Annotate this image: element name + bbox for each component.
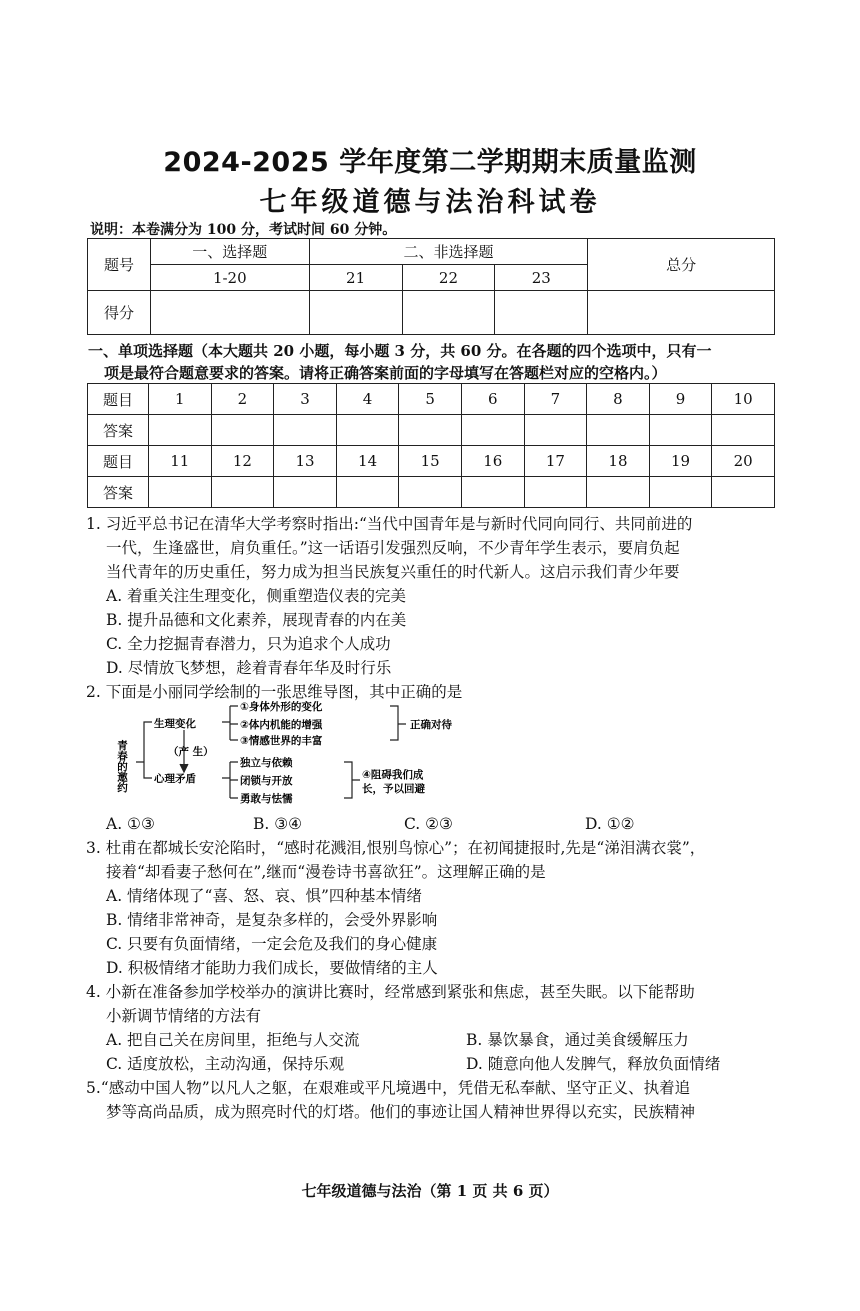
mindmap-a1: ①身体外形的变化 [240,701,323,713]
q5-stem-line1: 5.“感动中国人物”以凡人之躯，在艰难或平凡境遇中，凭借无私奉献、坚守正义、执着追 [86,1079,691,1097]
q2-option-c: C. ②③ [404,815,453,833]
q3-option-a: A. 情绪体现了“喜、怒、哀、惧”四种基本情绪 [106,887,422,905]
answer-qnum: 5 [399,384,462,415]
answer-cell[interactable] [211,415,274,446]
answer-label-timu: 题目 [88,384,149,415]
answer-cell[interactable] [149,415,212,446]
q2-option-a: A. ①③ [106,815,155,833]
score-cell[interactable] [150,291,309,335]
exam-title: 2024-2025 学年度第二学期期末质量监测 [163,147,697,178]
answer-qnum: 9 [649,384,712,415]
answer-cell[interactable] [274,415,337,446]
answer-cell[interactable] [587,415,650,446]
q4-option-b: B. 暴饮暴食，通过美食缓解压力 [466,1031,689,1049]
score-label-tihao: 题号 [88,239,151,291]
q4-option-a: A. 把自己关在房间里，拒绝与人交流 [106,1031,360,1049]
mindmap-a3: ③情感世界的丰富 [240,735,323,747]
answer-cell[interactable] [524,477,587,508]
answer-cell[interactable] [211,477,274,508]
score-cell[interactable] [588,291,775,335]
answer-cell[interactable] [649,415,712,446]
q1-stem-line1: 1. 习近平总书记在清华大学考察时指出:“当代中国青年是与新时代同向同行、共同前进的 [86,515,693,533]
q3-stem-line1: 3. 杜甫在都城长安沦陷时，“感时花溅泪,恨别鸟惊心”；在初闻捷报时,先是“涕泪满衣裳”， [86,839,706,857]
q3-option-d: D. 积极情绪才能助力我们成长，要做情绪的主人 [106,959,438,977]
score-cell[interactable] [309,291,402,335]
q4-option-d: D. 随意向他人发脾气，释放负面情绪 [466,1055,721,1073]
answer-qnum: 16 [461,446,524,477]
q5-stem-line2: 梦等高尚品质，成为照亮时代的灯塔。他们的事迹让国人精神世界得以充实，民族精神 [106,1103,696,1121]
q3-option-c: C. 只要有负面情绪，一定会危及我们的身心健康 [106,935,438,953]
mind-map-diagram [108,700,488,808]
q2-stem: 2. 下面是小丽同学绘制的一张思维导图，其中正确的是 [86,683,463,701]
answer-qnum: 6 [461,384,524,415]
answer-label-timu: 题目 [88,446,149,477]
mindmap-b1: 独立与依赖 [240,757,293,769]
mindmap-b3: 勇敢与怯懦 [240,793,293,805]
answer-cell[interactable] [461,477,524,508]
answer-table [87,383,775,508]
answer-qnum: 20 [712,446,775,477]
answer-qnum: 3 [274,384,337,415]
q1-option-c: C. 全力挖掘青春潜力，只为追求个人成功 [106,635,391,653]
q4-stem-line2: 小新调节情绪的方法有 [106,1007,262,1025]
answer-qnum: 10 [712,384,775,415]
score-part2: 二、非选择题 [309,239,588,265]
answer-cell[interactable] [149,477,212,508]
mindmap-root: 青春的邀约 [116,740,128,793]
q1-option-d: D. 尽情放飞梦想，趁着青春年华及时行乐 [106,659,392,677]
q3-option-b: B. 情绪非常神奇，是复杂多样的，会受外界影响 [106,911,438,929]
q1-option-a: A. 着重关注生理变化，侧重塑造仪表的完美 [106,587,407,605]
exam-note: 说明：本卷满分为 100 分，考试时间 60 分钟。 [90,222,397,238]
page-footer: 七年级道德与法治（第 1 页 共 6 页） [301,1182,559,1200]
answer-qnum: 2 [211,384,274,415]
answer-qnum: 8 [587,384,650,415]
q1-stem-line2: 一代，生逢盛世，肩负重任。”这一话语引发强烈反响，不少青年学生表示，要肩负起 [106,539,680,557]
answer-cell[interactable] [336,477,399,508]
answer-qnum: 1 [149,384,212,415]
section-one-line2: 项是最符合题意要求的答案。请将正确答案前面的字母填写在答题栏对应的空格内。） [104,364,667,382]
score-total: 总分 [588,239,775,291]
mindmap-physio: 生理变化 [154,718,196,730]
answer-cell[interactable] [274,477,337,508]
section-one-line1: 一、单项选择题（本大题共 20 小题，每小题 3 分，共 60 分。在各题的四个选项中，只有一 [88,342,712,360]
q1-stem-line3: 当代青年的历史重任，努力成为担当民族复兴重任的时代新人。这启示我们青少年要 [106,563,680,581]
answer-cell[interactable] [399,477,462,508]
question-1 [86,512,786,680]
score-q21: 21 [309,265,402,291]
mindmap-a-result: 正确对待 [410,719,452,731]
q3-stem-line2: 接着“却看妻子愁何在”,继而“漫卷诗书喜欲狂”。这理解正确的是 [106,863,546,881]
answer-cell[interactable] [461,415,524,446]
section-one-instructions [88,340,778,384]
answer-label-daan: 答案 [88,415,149,446]
score-part1: 一、选择题 [150,239,309,265]
mindmap-b2: 闭锁与开放 [240,775,293,787]
mindmap-b-result-1: ④阻碍我们成 [362,769,424,781]
score-q23: 23 [495,265,588,291]
question-4 [86,980,786,1076]
q1-option-b: B. 提升品德和文化素养，展现青春的内在美 [106,611,407,629]
score-cell[interactable] [495,291,588,335]
answer-qnum: 19 [649,446,712,477]
answer-cell[interactable] [336,415,399,446]
mindmap-a2: ②体内机能的增强 [240,719,323,731]
q2-option-b: B. ③④ [253,815,303,833]
answer-cell[interactable] [712,477,775,508]
q2-option-d: D. ①② [585,815,635,833]
answer-qnum: 4 [336,384,399,415]
mindmap-psych: 心理矛盾 [154,773,196,785]
mindmap-b-result-2: 长，予以回避 [362,783,425,795]
answer-qnum: 12 [211,446,274,477]
answer-cell[interactable] [712,415,775,446]
score-range1: 1-20 [150,265,309,291]
answer-cell[interactable] [399,415,462,446]
answer-qnum: 14 [336,446,399,477]
answer-cell[interactable] [524,415,587,446]
score-cell[interactable] [402,291,495,335]
answer-qnum: 11 [149,446,212,477]
q4-option-c: C. 适度放松，主动沟通，保持乐观 [106,1055,345,1073]
answer-cell[interactable] [649,477,712,508]
answer-label-daan: 答案 [88,477,149,508]
answer-qnum: 17 [524,446,587,477]
mindmap-produce: （产 生） [168,746,214,758]
exam-subtitle: 七年级道德与法治科试卷 [259,187,601,218]
answer-qnum: 15 [399,446,462,477]
question-3 [86,836,786,980]
score-q22: 22 [402,265,495,291]
answer-qnum: 13 [274,446,337,477]
answer-cell[interactable] [587,477,650,508]
question-5 [86,1076,786,1124]
score-label-defen: 得分 [88,291,151,335]
answer-qnum: 7 [524,384,587,415]
q4-stem-line1: 4. 小新在准备参加学校举办的演讲比赛时，经常感到紧张和焦虑，甚至失眠。以下能帮助 [86,983,695,1001]
answer-qnum: 18 [587,446,650,477]
score-table [87,238,775,335]
